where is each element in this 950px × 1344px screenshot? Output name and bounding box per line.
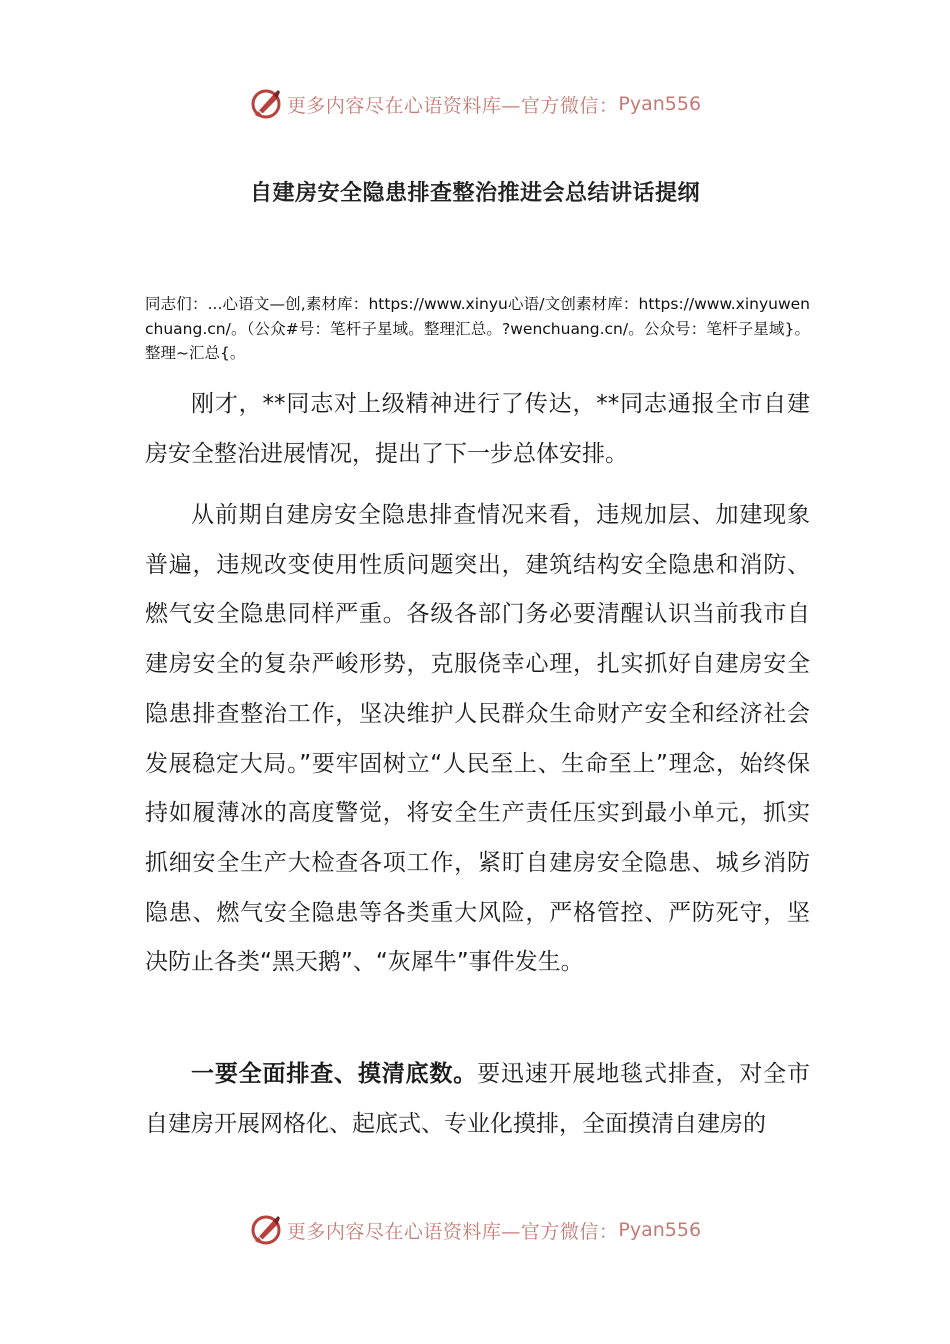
footer-watermark [0, 1210, 950, 1250]
paragraph-3-text: 要迅速开展地毯式排查，对全市自建房开展网格化、起底式、专业化摸排，全面摸清自建房的 [145, 1061, 811, 1137]
watermark-text: 更多内容尽在心语资料库—官方微信： [286, 94, 619, 117]
watermark-contact: Pyan556 [618, 1219, 702, 1241]
pen-nib-circle-icon [249, 1213, 283, 1247]
header-watermark [0, 84, 950, 124]
paragraph-3 [145, 1050, 810, 1149]
document-title: 自建房安全隐患排查整治推进会总结讲话提纲 [249, 181, 700, 206]
watermark-contact: Pyan556 [618, 93, 702, 115]
watermark-text: 更多内容尽在心语资料库—官方微信： [286, 1220, 619, 1243]
paragraph-1: 刚才，**同志对上级精神进行了传达，**同志通报全市自建房安全整治进展情况，提出了下一步总体安排。 [145, 391, 810, 467]
paragraph-3-lead: 一要全面排查、摸清底数。 [191, 1061, 478, 1087]
source-note: 同志们：...心语文—创,素材库：https://www.xinyu心语/文创素材库：https://www.xinyuwenchuang.cn/。（公众#号：笔杆子星域。整理汇总。?wenchuang.cn/。公众号：笔杆子星域}。整理~汇总{。 [145, 295, 810, 362]
paragraph-2: 从前期自建房安全隐患排查情况来看，违规加层、加建现象普遍，违规改变使用性质问题突出，建筑结构安全隐患和消防、燃气安全隐患同样严重。各级各部门务必要清醒认识当前我市自建房安全的复杂严峻形势，克服侥幸心理，扎实抓好自建房安全隐患排查整治工作，坚决维护人民群众生命财产安全和经济社会发展稳定大局。”要牢固树立“人民至上、生命至上”理念，始终保持如履薄冰的高度警觉，将安全生产责任压实到最小单元，抓实抓细安全生产大检查各项工作，紧盯自建房安全隐患、城乡消防隐患、燃气安全隐患等各类重大风险，严格管控、严防死守，坚决防止各类“黑天鹅”、“灰犀牛”事件发生。 [145, 502, 810, 976]
pen-nib-circle-icon [249, 87, 283, 121]
